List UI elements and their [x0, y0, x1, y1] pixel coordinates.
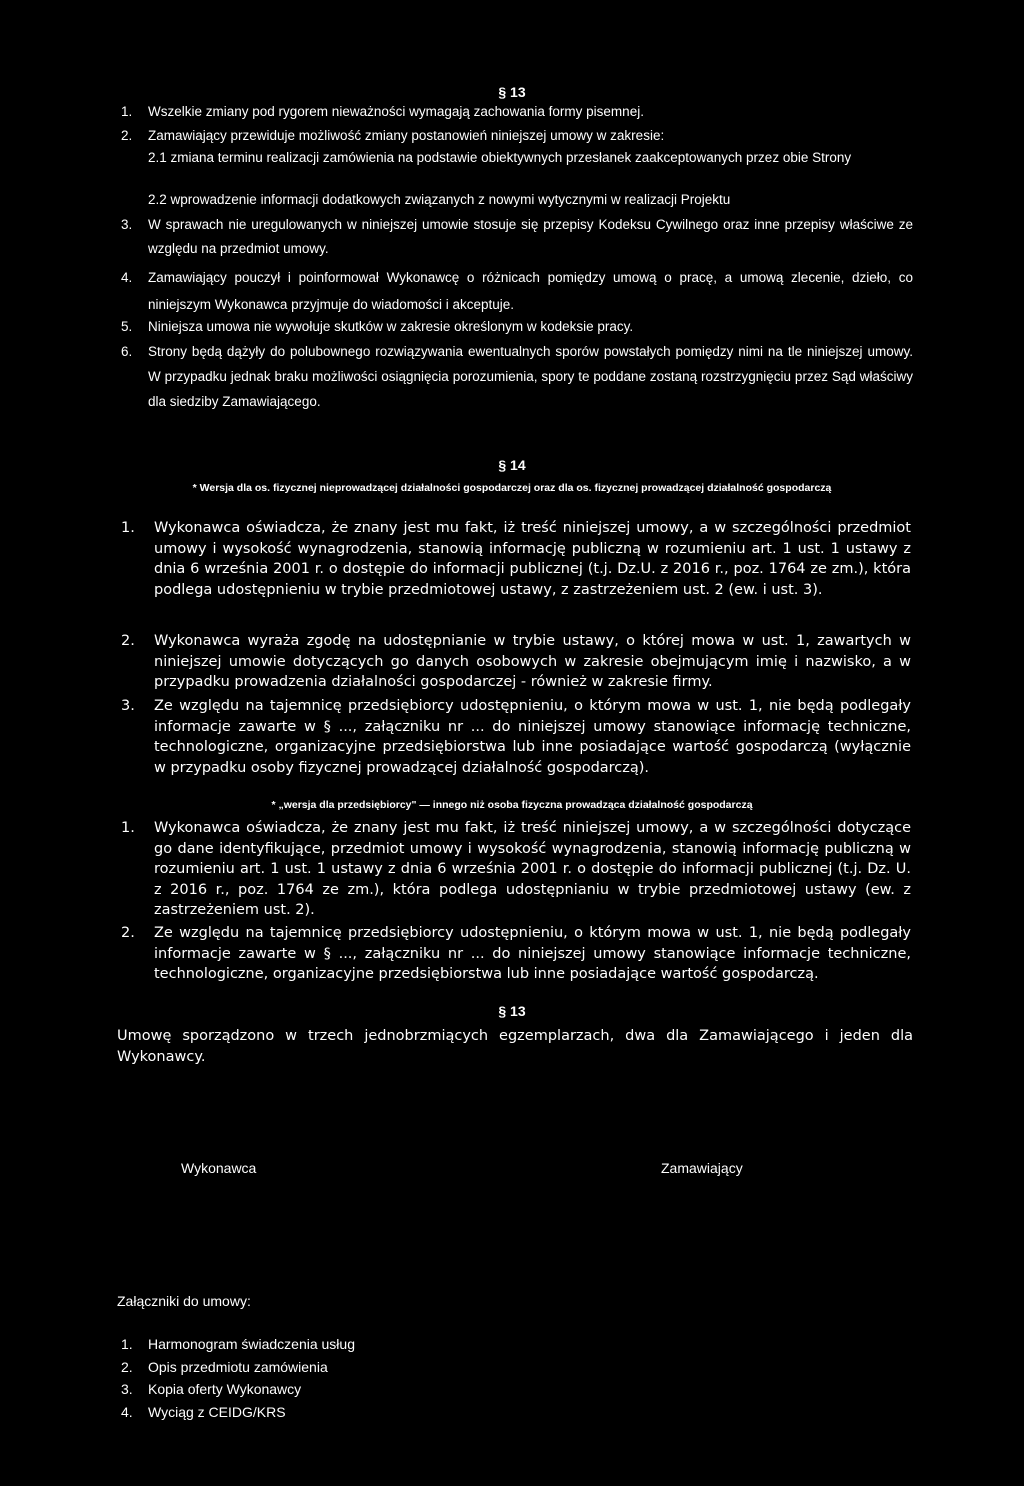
attachment-item — [121, 1333, 355, 1356]
attachment-number: 2. — [121, 1359, 133, 1375]
clause-13-2-2: 2.2 wprowadzenie informacji dodatkowych związanych z nowymi wytycznymi w realizacji Projektu — [148, 192, 731, 207]
clause-13-4 — [121, 264, 913, 318]
clause-13-2 — [121, 123, 913, 149]
section-heading-13-closing: § 13 — [498, 1003, 526, 1019]
clause-number: 3. — [121, 217, 133, 232]
clause-number: 4. — [121, 270, 133, 285]
attachment-number: 1. — [121, 1336, 133, 1352]
signature-ordering-party: Zamawiający — [661, 1160, 743, 1176]
clause-14-2 — [121, 631, 911, 693]
signature-contractor: Wykonawca — [181, 1160, 257, 1176]
clause-text: Wykonawca oświadcza, że znany jest mu fakt, iż treść niniejszej umowy, a w szczególności przedmiot umowy i wysokość wynagrodzenia, stanowią informację publiczną w rozumieniu art. 1 ust. 1 ustawy z dnia 6 września 2001 r. o dostępie do informacji publicznej (t.j. Dz.U. z 2016 r., poz. 1764 ze zm.), która podlega udostępnieniu w trybie przedmiotowej ustawy, z zastrzeżeniem ust. 2 (ew. i ust. 3). — [154, 520, 911, 598]
attachment-text: Opis przedmiotu zamówienia — [148, 1359, 328, 1375]
clause-text: W sprawach nie uregulowanych w niniejszej umowie stosuje się przepisy Kodeksu Cywilnego oraz inne przepisy właściwe ze względu na przedmiot umowy. — [148, 217, 913, 256]
attachment-number: 3. — [121, 1381, 133, 1397]
attachment-item — [121, 1401, 286, 1424]
clause-number: 1. — [121, 520, 135, 536]
closing-clause: Umowę sporządzono w trzech jednobrzmiących egzemplarzach, dwa dla Zamawiającego i jeden dla Wykonawcy. — [117, 1028, 913, 1065]
clause-text: Wykonawca oświadcza, że znany jest mu fakt, iż treść niniejszej umowy, a w szczególności dotyczące go dane identyfikujące, przedmiot umowy i wysokość wynagrodzenia, stanowią informację publiczną w rozumieniu art. 1 ust. 1 ustawy z dnia 6 września 2001 r. o dostępie do informacji publicznej (t.j. Dz. U. z 2016 r., poz. 1764 ze zm.), która podlega udostępnianiu w trybie przedmiotowej ustawy (ew. z zastrzeżeniem ust. 2). — [154, 820, 911, 918]
attachment-item — [121, 1378, 301, 1401]
clause-13-1 — [121, 99, 913, 125]
clause-14-1 — [121, 518, 911, 600]
clause-14b-1 — [121, 818, 911, 921]
attachment-text: Wyciąg z CEIDG/KRS — [148, 1404, 286, 1420]
clause-text: Wykonawca wyraża zgodę na udostępnianie w trybie ustawy, o której mowa w ust. 1, zawartych w niniejszej umowie dotyczących go danych osobowych w zakresie obejmującym imię i nazwisko, a w przypadku prowadzenia działalności gospodarczej - również w zakresie firmy. — [154, 633, 911, 690]
clause-13-3 — [121, 213, 913, 261]
clause-text: Ze względu na tajemnicę przedsiębiorcy udostępnieniu, o którym mowa w ust. 1, nie będą podlegały informacje zawarte w § ..., załączniku nr ... do niniejszej umowy stanowiące informacje techniczne, technologiczne, organizacyjne przedsiębiorstwa lub inne posiadające wartość gospodarczą. — [154, 925, 911, 982]
clause-13-5 — [121, 314, 913, 340]
clause-13-6 — [121, 339, 913, 414]
attachments-title: Załączniki do umowy: — [117, 1293, 251, 1309]
clause-14-3 — [121, 696, 911, 778]
section-heading-13: § 13 — [498, 84, 526, 100]
clause-number: 2. — [121, 633, 135, 649]
clause-text: Zamawiający pouczył i poinformował Wykonawcę o różnicach pomiędzy umową o pracę, a umową zlecenie, dzieło, co niniejszym Wykonawca przyjmuje do wiadomości i akceptuje. — [148, 270, 913, 312]
clause-text: Strony będą dążyły do polubownego rozwiązywania ewentualnych sporów powstałych pomiędzy nimi na tle niniejszej umowy. W przypadku jednak braku możliwości osiągnięcia porozumienia, spory te poddane zostaną rozstrzygnięciu przez Sąd właściwy dla siedziby Zamawiającego. — [148, 344, 913, 409]
version-note: * Wersja dla os. fizycznej nieprowadzącej działalności gospodarczej oraz dla os. fizycznej prowadzącej działalność gospodarczą — [192, 482, 832, 494]
clause-number: 3. — [121, 698, 135, 714]
clause-13-2-1: 2.1 zmiana terminu realizacji zamówienia na podstawie obiektywnych przesłanek zaakceptowanych przez obie Strony — [148, 150, 852, 165]
clause-number: 1. — [121, 104, 133, 119]
attachment-item — [121, 1356, 328, 1379]
clause-text: Zamawiający przewiduje możliwość zmiany postanowień niniejszej umowy w zakresie: — [148, 128, 665, 143]
clause-text: Wszelkie zmiany pod rygorem nieważności wymagają zachowania formy pisemnej. — [148, 104, 644, 119]
clause-text: Niniejsza umowa nie wywołuje skutków w zakresie określonym w kodeksie pracy. — [148, 319, 634, 334]
clause-number: 2. — [121, 128, 133, 143]
attachment-text: Harmonogram świadczenia usług — [148, 1336, 355, 1352]
section-heading-14: § 14 — [498, 457, 526, 473]
clause-text: Ze względu na tajemnicę przedsiębiorcy udostępnieniu, o którym mowa w ust. 1, nie będą podlegały informacje zawarte w § ..., załączniku nr ... do niniejszej umowy stanowiące informację techniczne, technologiczne, organizacyjne przedsiębiorstwa lub inne posiadające wartość gospodarczą (wyłącznie w przypadku osoby fizycznej prowadzącej działalność gospodarczą). — [154, 698, 911, 776]
clause-number: 2. — [121, 925, 135, 941]
attachment-text: Kopia oferty Wykonawcy — [148, 1381, 302, 1397]
enterprise-version-note: * „wersja dla przedsiębiorcy" — innego niż osoba fizyczna prowadząca działalność gospodarczą — [271, 799, 753, 811]
clause-number: 5. — [121, 319, 133, 334]
clause-number: 1. — [121, 820, 135, 836]
clause-14b-2 — [121, 923, 911, 985]
clause-number: 6. — [121, 344, 133, 359]
attachment-number: 4. — [121, 1404, 133, 1420]
